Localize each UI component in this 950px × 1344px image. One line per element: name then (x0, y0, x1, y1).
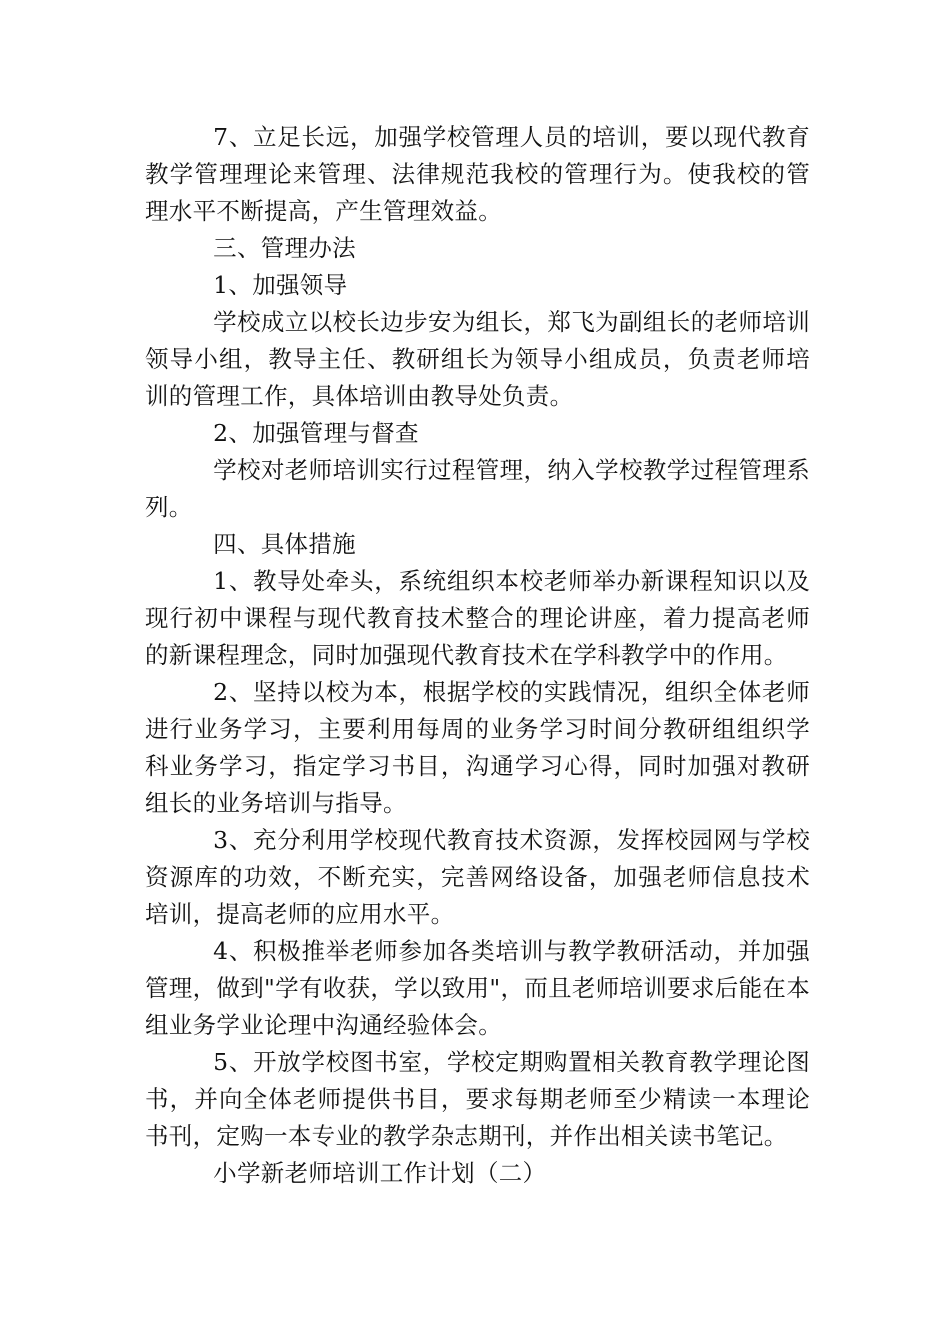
paragraph-management-training: 7、立足长远，加强学校管理人员的培训，要以现代教育教学管理理论来管理、法律规范我校的管理行为。使我校的管理水平不断提高，产生管理效益。 (145, 123, 810, 225)
paragraph-process-management: 学校对老师培训实行过程管理，纳入学校教学过程管理系列。 (145, 456, 810, 521)
paragraph-measure-1: 1、教导处牵头，系统组织本校老师举办新课程知识以及现行初中课程与现代教育技术整合的理论讲座，着力提高老师的新课程理念，同时加强现代教育技术在学科教学中的作用。 (145, 567, 810, 669)
paragraph-measure-5: 5、开放学校图书室，学校定期购置相关教育教学理论图书，并向全体老师提供书目，要求每期老师至少精读一本理论书刊，定购一本专业的教学杂志期刊，并作出相关读书笔记。 (145, 1048, 810, 1150)
subheading-management-supervision: 2、加强管理与督查 (213, 419, 419, 447)
section-heading-specific-measures: 四、具体措施 (213, 530, 356, 558)
section-heading-management-methods: 三、管理办法 (213, 234, 356, 262)
document-page (145, 119, 810, 1192)
document-title-part-two: 小学新老师培训工作计划（二） (213, 1159, 547, 1187)
paragraph-measure-2: 2、坚持以校为本，根据学校的实践情况，组织全体老师进行业务学习，主要利用每周的业务学习时间分教研组组织学科业务学习，指定学习书目，沟通学习心得，同时加强对教研组长的业务培训与指导。 (145, 678, 810, 817)
paragraph-measure-4: 4、积极推举老师参加各类培训与教学教研活动，并加强管理，做到"学有收获，学以致用"，而且老师培训要求后能在本组业务学业论理中沟通经验体会。 (145, 937, 810, 1039)
paragraph-leadership-group: 学校成立以校长边步安为组长，郑飞为副组长的老师培训领导小组，教导主任、教研组长为领导小组成员，负责老师培训的管理工作，具体培训由教导处负责。 (145, 308, 810, 410)
subheading-strengthen-leadership: 1、加强领导 (213, 271, 348, 299)
paragraph-measure-3: 3、充分利用学校现代教育技术资源，发挥校园网与学校资源库的功效，不断充实，完善网络设备，加强老师信息技术培训，提高老师的应用水平。 (145, 826, 810, 928)
